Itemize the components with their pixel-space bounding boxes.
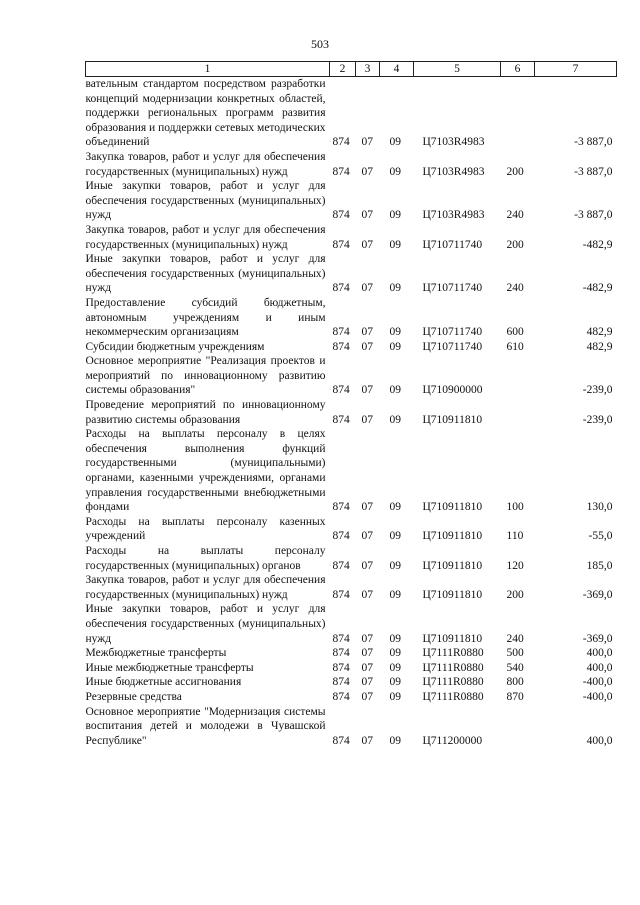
target-article: Ц710711740 <box>422 340 483 353</box>
expense-type: 600 <box>506 326 524 339</box>
expense-type: 200 <box>506 238 524 251</box>
amount: -3 887,0 <box>574 209 613 222</box>
row-name: Межбюджетные трансферты <box>85 647 227 660</box>
section-code: 07 <box>361 676 373 689</box>
section-code: 07 <box>361 734 373 747</box>
expense-type: 540 <box>506 661 524 674</box>
column-header: 2 <box>330 62 356 77</box>
subsection-code: 09 <box>389 326 401 339</box>
subsection-code: 09 <box>389 632 401 645</box>
subsection-code: 09 <box>389 676 401 689</box>
section-code: 07 <box>361 326 373 339</box>
target-article: Ц710900000 <box>422 384 483 397</box>
table-row <box>86 646 617 661</box>
subsection-code: 09 <box>389 588 401 601</box>
table-row <box>86 515 617 544</box>
amount: -3 887,0 <box>574 136 613 149</box>
amount: -400,0 <box>582 690 613 703</box>
subsection-code: 09 <box>389 530 401 543</box>
target-article: Ц7103R4983 <box>422 165 485 178</box>
table-row <box>86 223 617 252</box>
expense-type: 500 <box>506 647 524 660</box>
section-code: 07 <box>361 165 373 178</box>
admin-code: 874 <box>332 501 350 514</box>
expense-type <box>501 354 535 398</box>
target-article: Ц7111R0880 <box>422 661 484 674</box>
budget-table <box>85 61 617 748</box>
section-code: 07 <box>361 647 373 660</box>
row-name: вательным стандартом посредством разработки концепций модернизации конкретных областей, поддержки региональных программ развития образования и поддержки сетевых методических объединений <box>85 78 326 149</box>
admin-code: 874 <box>332 734 350 747</box>
column-header: 5 <box>414 62 501 77</box>
expense-type: 240 <box>506 282 524 295</box>
amount: -400,0 <box>582 676 613 689</box>
table-row <box>86 661 617 676</box>
subsection-code: 09 <box>389 501 401 514</box>
subsection-code: 09 <box>389 647 401 660</box>
table-row <box>86 77 617 150</box>
admin-code: 874 <box>332 165 350 178</box>
section-code: 07 <box>361 661 373 674</box>
target-article: Ц7111R0880 <box>422 676 484 689</box>
amount: -482,9 <box>582 282 613 295</box>
column-header: 3 <box>356 62 380 77</box>
table-row <box>86 573 617 602</box>
amount: -482,9 <box>582 238 613 251</box>
table-row <box>86 705 617 749</box>
table-row <box>86 398 617 427</box>
subsection-code: 09 <box>389 340 401 353</box>
subsection-code: 09 <box>389 413 401 426</box>
amount: 482,9 <box>586 340 613 353</box>
admin-code: 874 <box>332 238 350 251</box>
expense-type: 200 <box>506 588 524 601</box>
amount: -239,0 <box>582 384 613 397</box>
section-code: 07 <box>361 559 373 572</box>
row-name: Проведение мероприятий по инновационному развитию системы образования <box>85 399 326 426</box>
target-article: Ц710911810 <box>422 530 483 543</box>
amount: 400,0 <box>586 734 613 747</box>
column-header: 1 <box>86 62 330 77</box>
table-row <box>86 150 617 179</box>
amount: 482,9 <box>586 326 613 339</box>
admin-code: 874 <box>332 676 350 689</box>
amount: -369,0 <box>582 632 613 645</box>
amount: -3 887,0 <box>574 165 613 178</box>
target-article: Ц710711740 <box>422 238 483 251</box>
table-row <box>86 544 617 573</box>
table-row <box>86 296 617 340</box>
table-row <box>86 690 617 705</box>
table-row <box>86 252 617 296</box>
section-code: 07 <box>361 690 373 703</box>
expense-type <box>501 77 535 150</box>
expense-type: 800 <box>506 676 524 689</box>
admin-code: 874 <box>332 647 350 660</box>
admin-code: 874 <box>332 559 350 572</box>
target-article: Ц710911810 <box>422 632 483 645</box>
target-article: Ц710911810 <box>422 501 483 514</box>
amount: 400,0 <box>586 661 613 674</box>
target-article: Ц711200000 <box>422 734 483 747</box>
row-name: Иные бюджетные ассигнования <box>85 676 242 689</box>
row-name: Субсидии бюджетным учреждениям <box>85 340 265 353</box>
target-article: Ц710711740 <box>422 326 483 339</box>
expense-type: 110 <box>506 530 524 543</box>
table-row <box>86 340 617 355</box>
expense-type: 240 <box>506 632 524 645</box>
section-code: 07 <box>361 282 373 295</box>
admin-code: 874 <box>332 413 350 426</box>
subsection-code: 09 <box>389 209 401 222</box>
target-article: Ц7103R4983 <box>422 209 485 222</box>
amount: -55,0 <box>588 530 613 543</box>
row-name: Основное мероприятие "Реализация проектов и мероприятий по инновационному развитию системы образования" <box>85 355 326 397</box>
row-name: Иные закупки товаров, работ и услуг для обеспечения государственных (муниципальных) нужд <box>85 180 326 222</box>
row-name: Расходы на выплаты персоналу казенных учреждений <box>85 515 326 543</box>
row-name: Закупка товаров, работ и услуг для обеспечения государственных (муниципальных) нужд <box>85 223 326 251</box>
table-row <box>86 179 617 223</box>
amount: 400,0 <box>586 647 613 660</box>
expense-type: 870 <box>506 690 524 703</box>
section-code: 07 <box>361 340 373 353</box>
admin-code: 874 <box>332 690 350 703</box>
expense-type: 240 <box>506 209 524 222</box>
admin-code: 874 <box>332 282 350 295</box>
subsection-code: 09 <box>389 661 401 674</box>
row-name: Закупка товаров, работ и услуг для обеспечения государственных (муниципальных) нужд <box>85 150 326 178</box>
amount: 130,0 <box>586 501 613 514</box>
section-code: 07 <box>361 209 373 222</box>
admin-code: 874 <box>332 384 350 397</box>
row-name: Иные закупки товаров, работ и услуг для обеспечения государственных (муниципальных) нужд <box>85 603 326 645</box>
expense-type <box>501 398 535 427</box>
table-row <box>86 427 617 515</box>
section-code: 07 <box>361 384 373 397</box>
section-code: 07 <box>361 238 373 251</box>
target-article: Ц7111R0880 <box>422 647 484 660</box>
expense-type: 100 <box>506 501 524 514</box>
page-number: 503 <box>311 37 329 51</box>
section-code: 07 <box>361 413 373 426</box>
subsection-code: 09 <box>389 384 401 397</box>
admin-code: 874 <box>332 632 350 645</box>
target-article: Ц710911810 <box>422 559 483 572</box>
expense-type <box>501 705 535 749</box>
admin-code: 874 <box>332 326 350 339</box>
row-name: Иные межбюджетные трансферты <box>85 661 254 674</box>
target-article: Ц710711740 <box>422 282 483 295</box>
table-row <box>86 675 617 690</box>
admin-code: 874 <box>332 209 350 222</box>
subsection-code: 09 <box>389 136 401 149</box>
column-header: 4 <box>380 62 414 77</box>
subsection-code: 09 <box>389 238 401 251</box>
admin-code: 874 <box>332 588 350 601</box>
row-name: Основное мероприятие "Модернизация системы воспитания детей и молодежи в Чувашской Республике" <box>85 705 326 747</box>
row-name: Закупка товаров, работ и услуг для обеспечения государственных (муниципальных) нужд <box>85 574 326 601</box>
admin-code: 874 <box>332 136 350 149</box>
header-row <box>86 62 617 77</box>
expense-type: 120 <box>506 559 524 572</box>
subsection-code: 09 <box>389 282 401 295</box>
admin-code: 874 <box>332 661 350 674</box>
target-article: Ц7103R4983 <box>422 136 485 149</box>
expense-type: 610 <box>506 340 524 353</box>
table-row <box>86 602 617 646</box>
expense-type: 200 <box>506 165 524 178</box>
target-article: Ц7111R0880 <box>422 690 484 703</box>
target-article: Ц710911810 <box>422 413 483 426</box>
amount: 185,0 <box>586 559 613 572</box>
subsection-code: 09 <box>389 690 401 703</box>
table-body <box>86 77 617 749</box>
table-row <box>86 354 617 398</box>
subsection-code: 09 <box>389 734 401 747</box>
column-header: 7 <box>535 62 617 77</box>
admin-code: 874 <box>332 340 350 353</box>
row-name: Иные закупки товаров, работ и услуг для обеспечения государственных (муниципальных) нужд <box>85 253 326 295</box>
row-name: Предоставление субсидий бюджетным, автономным учреждениям и иным некоммерческим организациям <box>85 296 326 339</box>
amount: -369,0 <box>582 588 613 601</box>
section-code: 07 <box>361 632 373 645</box>
section-code: 07 <box>361 136 373 149</box>
section-code: 07 <box>361 501 373 514</box>
row-name: Резервные средства <box>85 690 182 703</box>
admin-code: 874 <box>332 530 350 543</box>
target-article: Ц710911810 <box>422 588 483 601</box>
subsection-code: 09 <box>389 165 401 178</box>
column-header: 6 <box>501 62 535 77</box>
amount: -239,0 <box>582 413 613 426</box>
subsection-code: 09 <box>389 559 401 572</box>
section-code: 07 <box>361 530 373 543</box>
row-name: Расходы на выплаты персоналу в целях обеспечения выполнения функций государственными (муниципальными) органами, казенными учреждениями, органами управления государственными внебюджетными фондами <box>85 428 326 514</box>
row-name: Расходы на выплаты персоналу государственных (муниципальных) органов <box>85 545 326 572</box>
section-code: 07 <box>361 588 373 601</box>
